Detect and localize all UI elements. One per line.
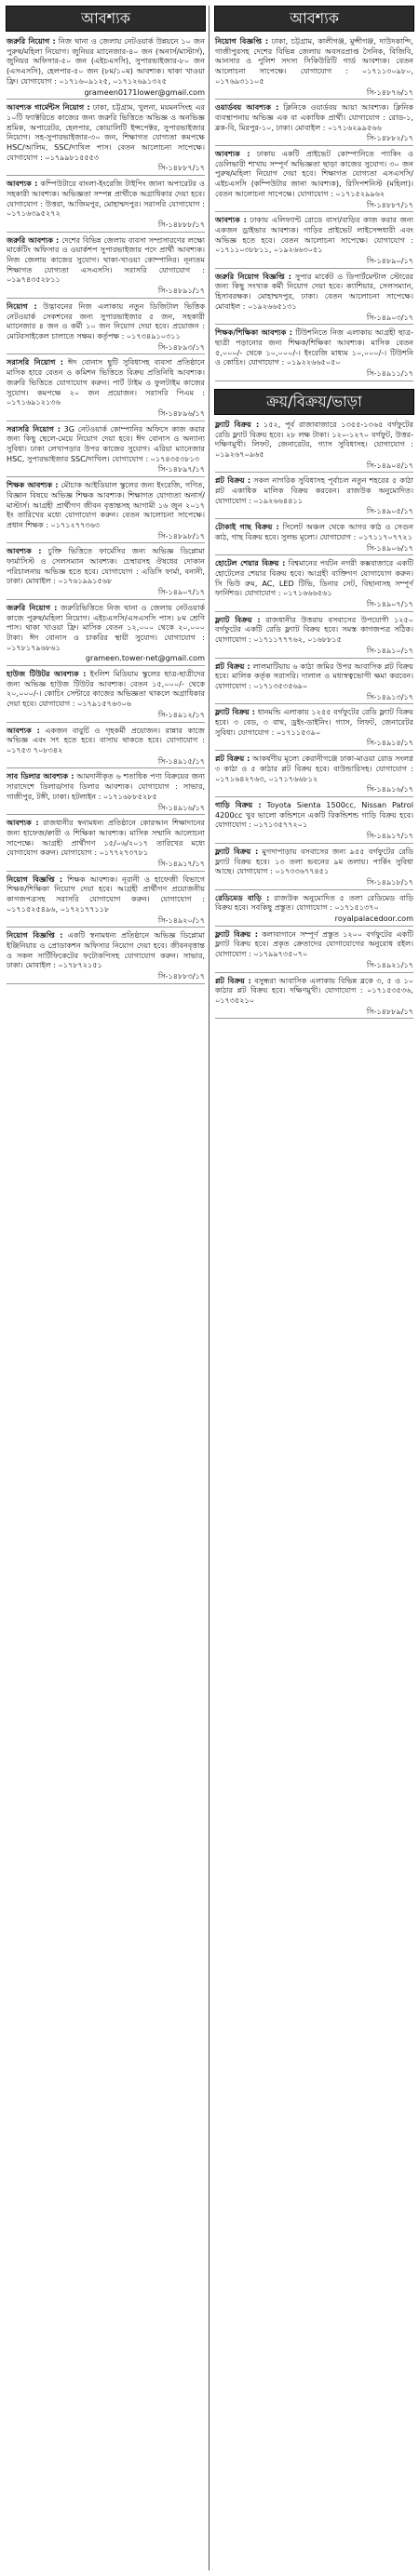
classified-ad	[214, 146, 414, 212]
ad-title: ফ্ল্যাট বিক্রয় :	[215, 846, 259, 856]
ad-reference: সি-১৪৯২০/১৭	[157, 914, 205, 925]
ad-reference: সি-১৪৯১৭/১৭	[157, 859, 205, 869]
ad-title: আবশ্যক :	[7, 725, 40, 735]
column-divider	[209, 6, 210, 2570]
ad-title: আবশ্যক গার্মেন্টস নিয়োগ :	[7, 102, 90, 113]
ad-body: মৌচাক আইডিয়াল স্কুলের জন্য ইংরেজি, গণিত, বিজ্ঞান বিষয়ে অভিজ্ঞ শিক্ষক আবশ্যক। শিক্ষাগত যোগ্যতা অনার্স/মাস্টার্স। আগ্রহী প্রার্থীগণ জীবন বৃত্তান্তসহ আগামী ১৬ জুন ২০১৭ ইং তারিখের মধ্যে যোগাযোগ করুন। বেতন আলোচনা সাপেক্ষে। প্রধান শিক্ষক : ০১৭১২৭৭৩৬৩	[7, 480, 205, 529]
classified-ad	[6, 33, 206, 100]
ad-body: সিলেট অঞ্চল থেকে আগর কাঠ ও সেগুন কাঠ, গাছ বিক্রয় হবে। সুলভ মূল্যে। যোগাযোগ : ০১৭১১৭০৭৭২১	[215, 522, 413, 541]
classified-ad	[6, 233, 206, 299]
classified-ad	[214, 890, 414, 927]
classified-ad	[6, 421, 206, 478]
ad-reference: সি-১৪৮৯৬/১৭	[157, 407, 205, 418]
ad-reference: সি-১৪৯০৫/১৭	[366, 506, 413, 516]
ad-reference: সি-১৪৮৮৮/১৭	[157, 219, 205, 229]
ad-body: সকল নাগরিক সুবিধাসহ পূর্বাচল নতুন শহরের ৫ কাঠা প্লট একাধিক মালিক বিক্রয় করবেন। রাজউক অনুমোদিত। যোগাযোগ : ০১৯২৬৬৪৪১১	[215, 475, 413, 505]
ad-body: ইংলিশ মিডিয়াম স্কুলের ছাত্র-ছাত্রীদের জন্য অভিজ্ঞ হাউজ টিউটর আবশ্যক। বেতন ১৫,০০০/- থেকে ২০,০০০/-। কোচিং সেন্টারে কাজের অভিজ্ঞতা থাকলে অগ্রাধিকার দেয়া হবে। যোগাযোগ : ০১৭৯১৫৭৬৩০৬	[7, 669, 205, 709]
ad-reference: সি-১৪৯০৩/১৭	[366, 312, 413, 322]
ad-reference: সি-১৪৯১২/১৭	[157, 709, 205, 719]
ad-title: নিয়োগ বিজ্ঞপ্তি :	[215, 36, 269, 46]
classified-ad	[6, 600, 206, 666]
ad-title: শিক্ষক আবশ্যক :	[7, 480, 59, 490]
ad-reference: সি-১৪৯০৭/১৭	[157, 587, 205, 597]
ad-title: জরুরি নিয়োগ :	[7, 36, 56, 46]
ad-title: ফ্ল্যাট বিক্রয় :	[215, 707, 255, 717]
ad-title: জরুরি আবশ্যক :	[7, 234, 60, 245]
ad-title: নিয়োগ বিজ্ঞপ্তি :	[7, 930, 63, 941]
ad-reference: grameen.tower-net@gmail.com	[85, 653, 205, 663]
ad-title: আবশ্যক :	[7, 179, 38, 189]
classified-ad	[6, 815, 206, 872]
ad-list	[214, 33, 414, 381]
ad-reference: সি-১৪৮৮৭/১৭	[157, 163, 205, 173]
ad-reference: সি-১৪৯১৭/১৭	[366, 831, 413, 841]
ad-body: বসুন্ধরা আবাসিক এলাকায় বিভিন্ন ব্লকে ৩, ৫ ও ১০ কাঠার প্লট বিক্রয় হবে। দক্ষিণমুখী। যোগাযোগ : ০১৭১৫৩৫৩৬, ০১৭৩৫২১০	[215, 975, 413, 1005]
classified-ad	[6, 666, 206, 723]
ad-title: প্লট বিক্রয় :	[215, 975, 251, 985]
ad-title: ওয়ার্ডবয় আবশ্যক :	[215, 102, 279, 113]
ad-reference: সি-১৪৯১৬/১৭	[366, 784, 413, 794]
ad-body: বিশ্বমানের পর্যটন নগরী কক্সবাজারে একটি হোটেলের শেয়ার বিক্রয় হবে। আগ্রহী ব্যক্তিগণ যোগাযোগ করুন। সি ভিউ রুম, AC, LED টিভি, ডিনার সেট, বিছানাসহ সম্পূর্ণ ফার্নিশড। যোগাযোগ : ০১৭১৬৬৬৫৬১	[215, 558, 414, 598]
ad-body: কলাবাগানে সম্পূর্ণ প্রস্তুত ১২০০ বর্গফুটের একটি ফ্ল্যাট বিক্রয় হবে। প্রকৃত ক্রেতাদের যোগাযোগের অনুরোধ রইল। যোগাযোগ : ০১৭৯৯৭৩৫০৭০	[215, 928, 413, 959]
ad-reference: সি-১৪৮৯০/১৭	[366, 256, 413, 266]
ad-reference: সি-১৪৮৯৭/১৭	[157, 464, 205, 474]
ad-reference: সি-১৪৯১৫/১৭	[157, 755, 205, 766]
ad-reference: সি-১৪৯০৪/১৭	[366, 460, 413, 470]
section-header-sale: ক্রয়/বিক্রয়/ভাড়া	[214, 389, 414, 415]
ad-reference: সি-১৪৮৮২/১৭	[366, 133, 413, 143]
classified-ad	[6, 768, 206, 815]
ad-title: হাউজ টিউটর আবশ্যক :	[7, 669, 87, 679]
ad-reference: সি-১৪৯২১/১৭	[366, 959, 413, 969]
classified-ad	[6, 176, 206, 233]
classified-ad	[214, 751, 414, 797]
ad-title: প্লট বিক্রয় :	[215, 475, 251, 486]
classified-ad	[214, 612, 414, 659]
ad-reference: royalpalacedoor.com	[334, 914, 413, 924]
ad-title: আবশ্যক :	[215, 215, 247, 225]
ad-title: প্লট বিক্রয় :	[215, 661, 250, 671]
ad-list	[6, 33, 206, 984]
ad-body: উদ্ভাবনের নিজ এলাকায় নতুন ডিজিটাল ভিত্তিক নেটওয়ার্ক সেকশনের জন্য সুপারভাইজার ৫ জন, সহকারী ম্যানেজার ৪ জন ও কর্মী ১০ জন নিয়োগ দেয়া হবে। প্রয়োজন : মোটরসাইকেল চালাতে সক্ষম। কর্তৃপক্ষ : ০১৭৩৪৯১০৩১১	[7, 300, 206, 340]
ad-reference: সি-১৪৮৮৯/১৭	[366, 1006, 413, 1016]
ad-reference: grameen0171lower@gmail.com	[84, 87, 205, 97]
classified-ad	[6, 477, 206, 543]
ad-reference: সি-১৪৮৮৭/১৭	[366, 199, 413, 209]
ad-title: ফ্ল্যাট বিক্রয় :	[215, 419, 260, 429]
classified-ad	[214, 519, 414, 555]
classified-ad	[214, 33, 414, 100]
ad-reference: সি-১৪৯০৬/১৭	[366, 542, 413, 553]
ad-title: শিক্ষক/শিক্ষিকা আবশ্যক :	[215, 327, 293, 338]
classified-ad	[6, 299, 206, 355]
ad-reference: সি-১৪৮৯১/১৭	[157, 286, 205, 296]
ad-title: রেডিমেড বাড়ি :	[215, 892, 270, 902]
ad-body: মুগদাপাড়ায় বসবাসের জন্য ৯৫৫ বর্গফুটের রেডি ফ্ল্যাট বিক্রয় হবে। ১৩ তলা ভবনের ৯ম তলায়। পার্কিং সুবিধা আছে। যোগাযোগ : ০১৭৩৩৬৭৭৪৫১	[215, 846, 413, 876]
ad-body: রাজউক অনুমোদিত ৫ তলা রেডিমেড বাড়ি বিক্রয় হবে। সবকিছু প্রস্তুত। যোগাযোগ : ০১৭১৫১৩৭০	[215, 892, 414, 913]
ad-reference: সি-১৪৯১৬/১৭	[157, 802, 205, 812]
section-header: আবশ্যক	[214, 6, 414, 32]
ad-body: ঢাকা, চট্টগ্রাম, কালীগঞ্জ, মুন্সীগঞ্জ, দাউদকান্দি, গাজীপুরসহ দেশের বিভিন্ন জেলায় অবসরপ্রাপ্ত সৈনিক, বিজিবি, আনসার ও পুলিশ সদস্য সিকিউরিটি গার্ড আবশ্যক। বেতন আলোচনা সাপেক্ষে। যোগাযোগ : ০১৭১১৩০৯৮০, ০১৭৬৯৩১১০৫	[215, 36, 413, 86]
ad-body: একজন বাবুর্চি ও গৃহকর্মী প্রয়োজন। রান্নার কাজে অভিজ্ঞ এবং সৎ হতে হবে। বাসায় থাকতে হবে। যোগাযোগ : ০১৭৫৩ ৭০৮৩৪২	[7, 725, 205, 754]
ad-body: চুক্তি ভিত্তিতে ফার্মেসির জন্য অভিজ্ঞ ডিপ্লোমা ফার্মাসিস্ট ও সেলসম্যান আবশ্যক। চেম্বারসহ ঔষধের দোকান পরিচালনায় অভিজ্ঞ হতে হবে। যোগাযোগ : এডিসি ফার্মা, বনানী, ঢাকা। মোবাইল : ০১৭৬১৯৯১৫৬৮	[7, 546, 205, 586]
ad-body: শিক্ষক আবশ্যক। নূরানী ও হাফেজী বিভাগে শিক্ষক/শিক্ষিকা নিয়োগ দেয়া হবে। আগ্রহী প্রার্থীগণ প্রয়োজনীয় কাগজপত্রসহ সরাসরি যোগাযোগ করুন। যোগাযোগ : ০১৭১৫২৫৪৯৬, ০১৭২১৭৭১১৮	[7, 874, 206, 914]
ad-title: নিয়োগ :	[7, 300, 37, 311]
ad-body: কম্পিউটারে বাংলা-ইংরেজি টাইপিং জানা অপারেটর ও সহকারী আবশ্যক। অভিজ্ঞতা সম্পন্ন প্রার্থীকে অগ্রাধিকার দেয়া হবে। যোগাযোগ : উত্তরা, আজিমপুর, মোহাম্মদপুর। সরাসরি যোগাযোগ : ০১৭১৬৩৯৫২৭২	[7, 179, 205, 219]
ad-title: জরুরি নিয়োগ বিজ্ঞপ্তি :	[215, 271, 291, 281]
ad-title: প্লট বিক্রয় :	[215, 754, 250, 764]
ad-body: লালমাটিয়ায় ৬ কাঠা জমির উপর আবাসিক প্লট বিক্রয় হবে। মালিক কর্তৃক সরাসরি। দালাল ও মধ্যস্বত্বভোগী ক্ষমা করবেন। যোগাযোগ : ০১৭১৩৫৩৫৬৯০	[215, 661, 413, 690]
ad-reference: সি-১৪৮৮৩/১৭	[157, 971, 205, 981]
classified-ad	[6, 928, 206, 984]
ad-body: টিউশনিতে নিজ এলাকায় আগ্রহী ছাত্র-ছাত্রী পড়ানোর জন্য শিক্ষক/শিক্ষিকা আবশ্যক। মাসিক বেতন ৫,০০০/- থেকে ১০,০০০/-। ইংরেজি মাধ্যম ১০,০০০/-। টিউশনি ও কোচিং। যোগাযোগ : ০১৯২২৬৬৫০৫০	[215, 327, 413, 367]
ad-title: ফ্ল্যাট বিক্রয় :	[215, 928, 259, 939]
classified-ad	[214, 797, 414, 844]
ad-body: ঢাকা, চট্টগ্রাম, খুলনা, ময়মনসিংহ এর ১০টি ফ্যাক্টরিতে কাজের জন্য জরুরি ভিত্তিতে অভিজ্ঞ ও অনভিজ্ঞ শ্রমিক, অপারেটর, হেলপার, কোয়ালিটি ইন্সপেক্টর, সুপারভাইজার নিয়োগ। সহ-সুপারভাইজার-৩০ জন, শিক্ষাগত যোগ্যতা কমপক্ষে HSC/আলিম, SSC/দাখিল পাস। বেতন আলোচনা সাপেক্ষে। যোগাযোগ : ০১৭৯৯৮১৫৫৫৩	[7, 102, 205, 162]
ad-body: ১৫২, পূর্ব রাজাবাজারে ১৩৫৫-১৩৬৫ বর্গফুটের রেডি ফ্ল্যাট বিক্রয় হবে। ২৮ লক্ষ টাকা। ১২০-১২৭০ বর্গফুট, উত্তর-দক্ষিণমুখী। লিফট, জেনারেটর, গ্যাস সুবিধাসহ। যোগাযোগ : ০১৯২৬৭০৯৬৫	[215, 419, 413, 459]
classified-ad	[214, 927, 414, 973]
classified-ad	[6, 723, 206, 769]
ad-body: ঢাকায় এলিফ্যান্ট রোডে বাসা/বাড়ির কাজ করার জন্য একজন ড্রাইভার আবশ্যক। গাড়ির প্রাইভেট লাইসেন্সধারী এবং অভিজ্ঞ হতে হবে। বেতন আলোচনা সাপেক্ষে। যোগাযোগ : ০১৭১১০৩৮৮১১, ০১৯২৬৬৩০৫১	[215, 215, 413, 255]
ad-title: হোটেল শেয়ার বিক্রয় :	[215, 558, 286, 568]
ad-title: ফ্ল্যাট বিক্রয় :	[215, 614, 261, 624]
ad-title: নিয়োগ বিজ্ঞপ্তি :	[7, 874, 63, 884]
right-column	[214, 6, 414, 1019]
classified-ad	[6, 543, 206, 600]
classified-ad	[6, 872, 206, 928]
ad-title: আবশ্যক :	[215, 149, 250, 159]
ad-title: সরাসরি নিয়োগ :	[7, 423, 61, 434]
ad-title: গাড়ি বিক্রয় :	[215, 800, 262, 809]
ad-reference: সি-১৪৯১১/১৭	[366, 368, 413, 379]
ad-title: সাব ডিলার আবশ্যক :	[7, 771, 74, 781]
ad-body: রাজধানীর স্বনামধন্য প্রতিষ্ঠানে কোরআন শিক্ষাদানের জন্য হাফেজ/ক্বারী ও শিক্ষিকা আবশ্যক। মাসিক সম্মানি আলোচনা সাপেক্ষে। আগ্রহী প্রার্থীগণ ১৫/০৬/২০১৭ তারিখের মধ্যে যোগাযোগ করুন। যোগাযোগ : ০১৭৭২৭৩৭৮১	[7, 818, 205, 858]
ad-body: রাজধানীর উত্তরায় বসবাসের উপযোগী ১২৫০ বর্গফুটের একটি রেডি ফ্ল্যাট বিক্রয় হবে। সমস্ত কাগজপত্র সঠিক। যোগাযোগ : ০১৭১১৭৭৭৬২, ০১৬৮৮১৫	[215, 614, 413, 645]
ad-reference: সি-১৪৮৯৮/১৭	[157, 530, 205, 541]
ad-reference: সি-১৪৯১৪/১৭	[366, 738, 413, 748]
ad-reference: সি-১৪৮৭৬/১৭	[366, 87, 413, 97]
ad-body: আমদানীকৃত ৬ শতাধিক পণ্য বিক্রয়ের জন্য সারাদেশে ডিলার/সাব ডিলার আবশ্যক। যোগাযোগ : সাভার, গাজীপুর, টঙ্গী, ঢাকা। হটলাইন : ০১৭১৬৮৮৫২৮৫	[7, 771, 205, 801]
ad-list	[214, 417, 414, 1020]
ad-reference: সি-১৪৯০৭/১৭	[366, 599, 413, 609]
section-header: আবশ্যক	[6, 6, 206, 32]
ad-reference: সি-১৪৯১৩/১৭	[366, 691, 413, 701]
ad-body: সুপার মার্কেট ও ডিপার্টমেন্টাল স্টোরের জন্য কিছু সংখ্যক কর্মী নিয়োগ দেয়া হবে। ক্যাশিয়ার, সেলসম্যান, হিসাবরক্ষক। মোহাম্মদপুর, ঢাকা। বেতন আলোচনা সাপেক্ষে। মোবাইল : ০১৯২৬৬৫১৩১	[215, 271, 414, 311]
ad-reference: সি-১৪৯১০/১৭	[366, 645, 413, 655]
ad-title: আবশ্যক :	[7, 818, 39, 828]
ad-body: আকর্ষণীয় মূল্যে কেরানীগঞ্জে ঢাকা-মাওয়া রোড সংলগ্ন ৩ কাঠা ও ৫ কাঠার প্লট বিক্রয় হবে। বাউন্ডারিসহ। যোগাযোগ : ০১৭১৬৪২৭৬৩, ০১৭১৭৬৬৮১২	[215, 754, 413, 783]
ad-body: ঢাকায় একটি প্রাইভেট কোম্পানিতে প্যাকিং ও ডেলিভারী শাখায় সম্পূর্ণ অভিজ্ঞতা ছাড়া কাজের সুযোগ। ৩০ জন পুরুষ/মহিলা নিয়োগ দেয়া হবে। শিক্ষাগত যোগ্যতা এসএসসি/এইচএসসি (কম্পিউটার জানা আবশ্যক), রিসিপশনিস্ট (মহিলা)। বেতন আলোচনা সাপেক্ষে। যোগাযোগ : ০১৭১৫২৯৯৬২	[215, 149, 413, 198]
classified-ad	[214, 659, 414, 705]
ad-body: ক্লিনিকে ওয়ার্ডবয় আয়া আবশ্যক। ক্লিনিক ব্যবস্থাপনায় অভিজ্ঞ এক বা একাধিক প্রার্থী। যোগাযোগ : রোড-১, ব্লক-বি, মিরপুর-১০, ঢাকা। মোবাইল : ০১৭১৬২৯৯৫৬৬	[215, 102, 413, 132]
ad-title: আবশ্যক :	[7, 546, 42, 556]
classified-ad	[6, 354, 206, 420]
ad-body: Toyota Sienta 1500cc, Nissan Patrol 4200cc খুব ভালো কন্ডিশনে একটি রিকন্ডিশন্ড গাড়ি বিক্রয় হবে। যোগাযোগ : ০১৭১৩৫৭৭২০১	[215, 800, 413, 830]
ad-body: জরুরিভিত্তিতে নিজ থানা ও জেলায় নেটওয়ার্ক কাজে পুরুষ/মহিলা নিয়োগ। এইচএসসি/এসএসসি পাস। ৮ম শ্রেণি পাস। থাকা খাওয়া ফ্রি। মাসিক বেতন ১২,০০০ থেকে ২০,০০০ টাকা। ঈদ বোনাস ও চাকরির স্থায়ী সুযোগ। যোগাযোগ : ০১৭৮১৭৯৬৮৬১	[7, 602, 205, 652]
ad-title: টোকাই গাছ বিক্রয় :	[215, 522, 279, 532]
ad-body: ধানমন্ডি এলাকায় ১২৫৫ বর্গফুটের রেডি ফ্ল্যাট বিক্রয় হবে। ৩ বেড, ৩ বাথ, ড্রইং-ডাইনিং। গ্যাস, লিফট, জেনারেটর সুবিধা। যোগাযোগ : ০১৭১১৫৩৯০	[215, 707, 413, 737]
classified-ad	[214, 555, 414, 612]
classified-ad	[214, 473, 414, 519]
classified-ad	[214, 212, 414, 269]
ad-body: নিজ থানা ও জেলায় নেটওয়ার্ক উন্নয়নে ১০ জন পুরুষ/মহিলা নিয়োগ। জুনিয়র ম্যানেজার-৪০ জন (অনার্স/মাস্টার্স), জুনিয়র অফিসার-৫০ জন (এইচএসসি), সুপারভাইজার-৮০ জন (এসএসসি), হেলপার-৫০ জন (৮ম/১০ম) আবশ্যক। থাকা খাওয়া ফ্রি। যোগাযোগ : ০১৭১৬০৯১২৫, ০১৭১২৬৯১৩২৫	[7, 36, 205, 86]
ad-body: ঈদ বোনাস ছুটি সুবিধাসহ ব্যবসা প্রতিষ্ঠানে মাসিক হারে বেতন ও কমিশন ভিত্তিতে বিক্রয় প্রতিনিধি আবশ্যক। জরুরি ভিত্তিতে যোগাযোগ করুন। পার্ট টাইম ও ফুলটাইম কাজের সুযোগ। কমপক্ষে ২০ জন প্রয়োজন। সরাসরি পিএম : ০১৭১৬৯১২১৩৬	[7, 357, 205, 407]
ad-body: একটি স্বনামধন্য প্রতিষ্ঠানে অভিজ্ঞ ডিপ্লোমা ইঞ্জিনিয়ার ও প্রোডাকশন অফিসার নিয়োগ দেয়া হবে। জীবনবৃত্তান্ত ও সকল সার্টিফিকেটের ফটোকপিসহ যোগাযোগ করুন। সাভার, ঢাকা। মোবাইল : ০১৭৮৭২১৫১	[7, 930, 205, 970]
ad-title: সরাসরি নিয়োগ :	[7, 357, 63, 367]
classified-ad	[214, 704, 414, 751]
ad-title: জরুরি নিয়োগ :	[7, 602, 58, 612]
classified-ad	[214, 100, 414, 146]
classified-ad	[6, 100, 206, 176]
left-column	[6, 6, 206, 984]
classified-ad	[214, 844, 414, 890]
classified-ad	[214, 269, 414, 326]
classified-ad	[214, 325, 414, 381]
classified-ad	[214, 973, 414, 1020]
ad-reference: সি-১৪৯১৮/১৭	[366, 876, 413, 887]
ad-body: দেশের বিভিন্ন জেলায় ব্যবসা সম্প্রসারণের লক্ষ্যে মার্কেটিং অফিসার ও ওয়ার্কশপ সুপারভাইজার পদে প্রার্থী আবশ্যক। নিজ জেলায় কাজের সুযোগ। থাকা-খাওয়া কোম্পানির। নূন্যতম শিক্ষাগত যোগ্যতা এসএসসি। সরাসরি যোগাযোগ : ০১৯৭৪৩৫২৮১১	[7, 234, 205, 285]
ad-reference: সি-১৪৮৯৩/১৭	[157, 341, 205, 352]
ad-body: 3G নেটওয়ার্ক কোম্পানির অফিসে কাজ করার জন্য কিছু ছেলে-মেয়ে নিয়োগ দেয়া হবে। ঈদ বোনাস ও অন্যান্য সুবিধা। ঢাকা লেখাপড়ার উপর কাজের সুযোগ। এরিয়া ম্যানেজার HSC, সুপারভাইজার SSC/দাখিল। যোগাযোগ : ০১৭৪৩৫৩৮১৩	[7, 423, 206, 463]
classified-ad	[214, 417, 414, 474]
